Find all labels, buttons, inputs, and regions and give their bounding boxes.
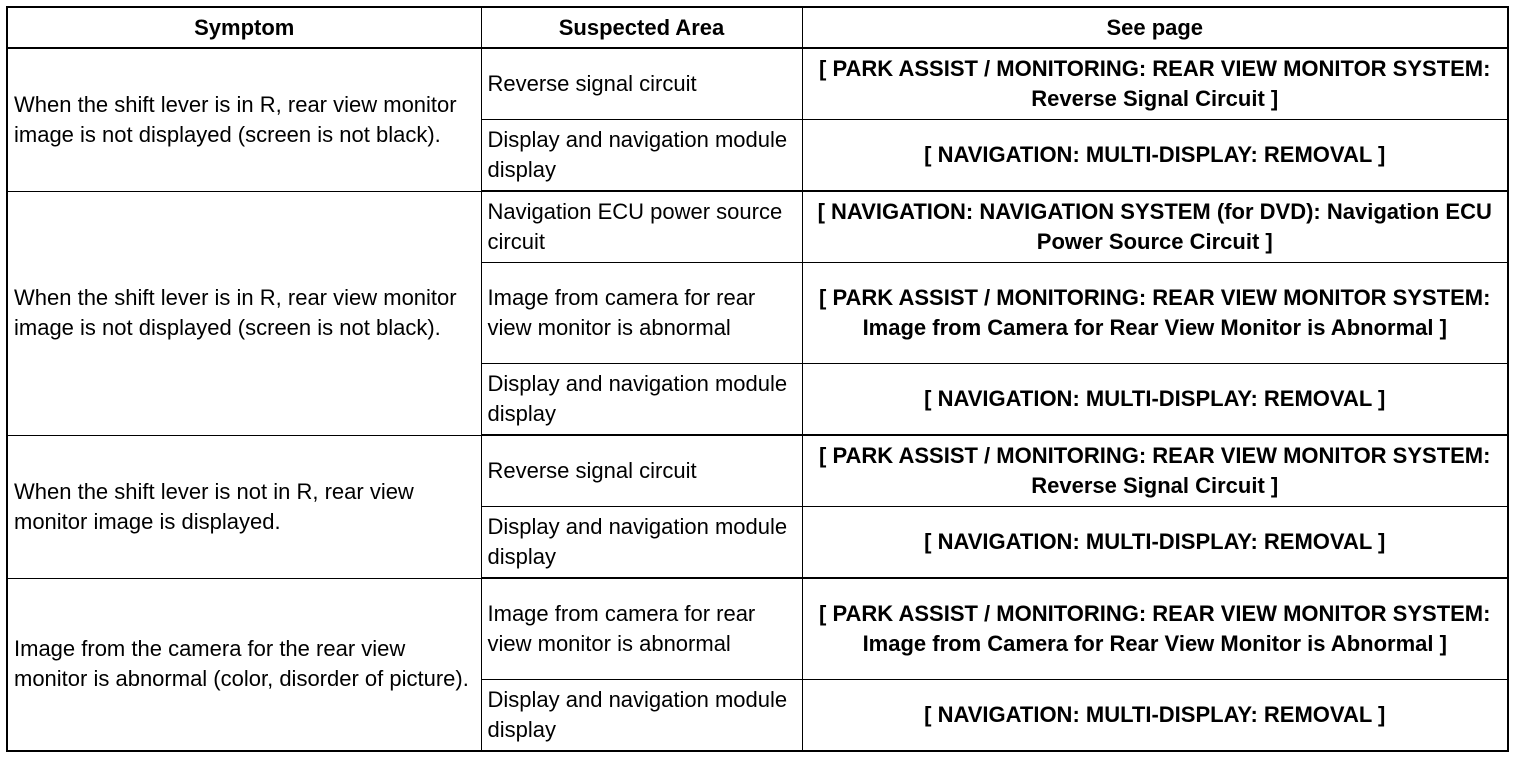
- suspected-area-cell: Display and navigation module display: [481, 680, 802, 752]
- symptom-cell: When the shift lever is in R, rear view monitor image is not displayed (screen is not black).: [7, 48, 481, 191]
- problem-symptoms-table: [6, 6, 1509, 752]
- header-see-page: See page: [802, 7, 1508, 48]
- suspected-area-cell: Display and navigation module display: [481, 507, 802, 579]
- suspected-area-cell: Display and navigation module display: [481, 364, 802, 436]
- table-row: [7, 578, 1508, 680]
- see-page-link[interactable]: [ PARK ASSIST / MONITORING: REAR VIEW MONITOR SYSTEM: Image from Camera for Rear View Monitor is Abnormal ]: [802, 578, 1508, 680]
- table-row: [7, 48, 1508, 120]
- see-page-link[interactable]: [ NAVIGATION: MULTI-DISPLAY: REMOVAL ]: [802, 120, 1508, 192]
- see-page-link[interactable]: [ PARK ASSIST / MONITORING: REAR VIEW MONITOR SYSTEM: Reverse Signal Circuit ]: [802, 48, 1508, 120]
- suspected-area-cell: Reverse signal circuit: [481, 435, 802, 507]
- suspected-area-cell: Navigation ECU power source circuit: [481, 191, 802, 263]
- suspected-area-cell: Image from camera for rear view monitor is abnormal: [481, 263, 802, 364]
- see-page-link[interactable]: [ NAVIGATION: NAVIGATION SYSTEM (for DVD): Navigation ECU Power Source Circuit ]: [802, 191, 1508, 263]
- header-row: [7, 7, 1508, 48]
- header-suspected-area: Suspected Area: [481, 7, 802, 48]
- table-row: [7, 435, 1508, 507]
- suspected-area-cell: Display and navigation module display: [481, 120, 802, 192]
- table-row: [7, 191, 1508, 263]
- suspected-area-cell: Image from camera for rear view monitor is abnormal: [481, 578, 802, 680]
- see-page-link[interactable]: [ NAVIGATION: MULTI-DISPLAY: REMOVAL ]: [802, 680, 1508, 752]
- see-page-link[interactable]: [ NAVIGATION: MULTI-DISPLAY: REMOVAL ]: [802, 364, 1508, 436]
- header-symptom: Symptom: [7, 7, 481, 48]
- symptom-cell: When the shift lever is in R, rear view monitor image is not displayed (screen is not black).: [7, 191, 481, 435]
- symptom-cell: When the shift lever is not in R, rear view monitor image is displayed.: [7, 435, 481, 578]
- see-page-link[interactable]: [ PARK ASSIST / MONITORING: REAR VIEW MONITOR SYSTEM: Reverse Signal Circuit ]: [802, 435, 1508, 507]
- suspected-area-cell: Reverse signal circuit: [481, 48, 802, 120]
- see-page-link[interactable]: [ NAVIGATION: MULTI-DISPLAY: REMOVAL ]: [802, 507, 1508, 579]
- see-page-link[interactable]: [ PARK ASSIST / MONITORING: REAR VIEW MONITOR SYSTEM: Image from Camera for Rear View Monitor is Abnormal ]: [802, 263, 1508, 364]
- symptom-cell: Image from the camera for the rear view monitor is abnormal (color, disorder of picture).: [7, 578, 481, 751]
